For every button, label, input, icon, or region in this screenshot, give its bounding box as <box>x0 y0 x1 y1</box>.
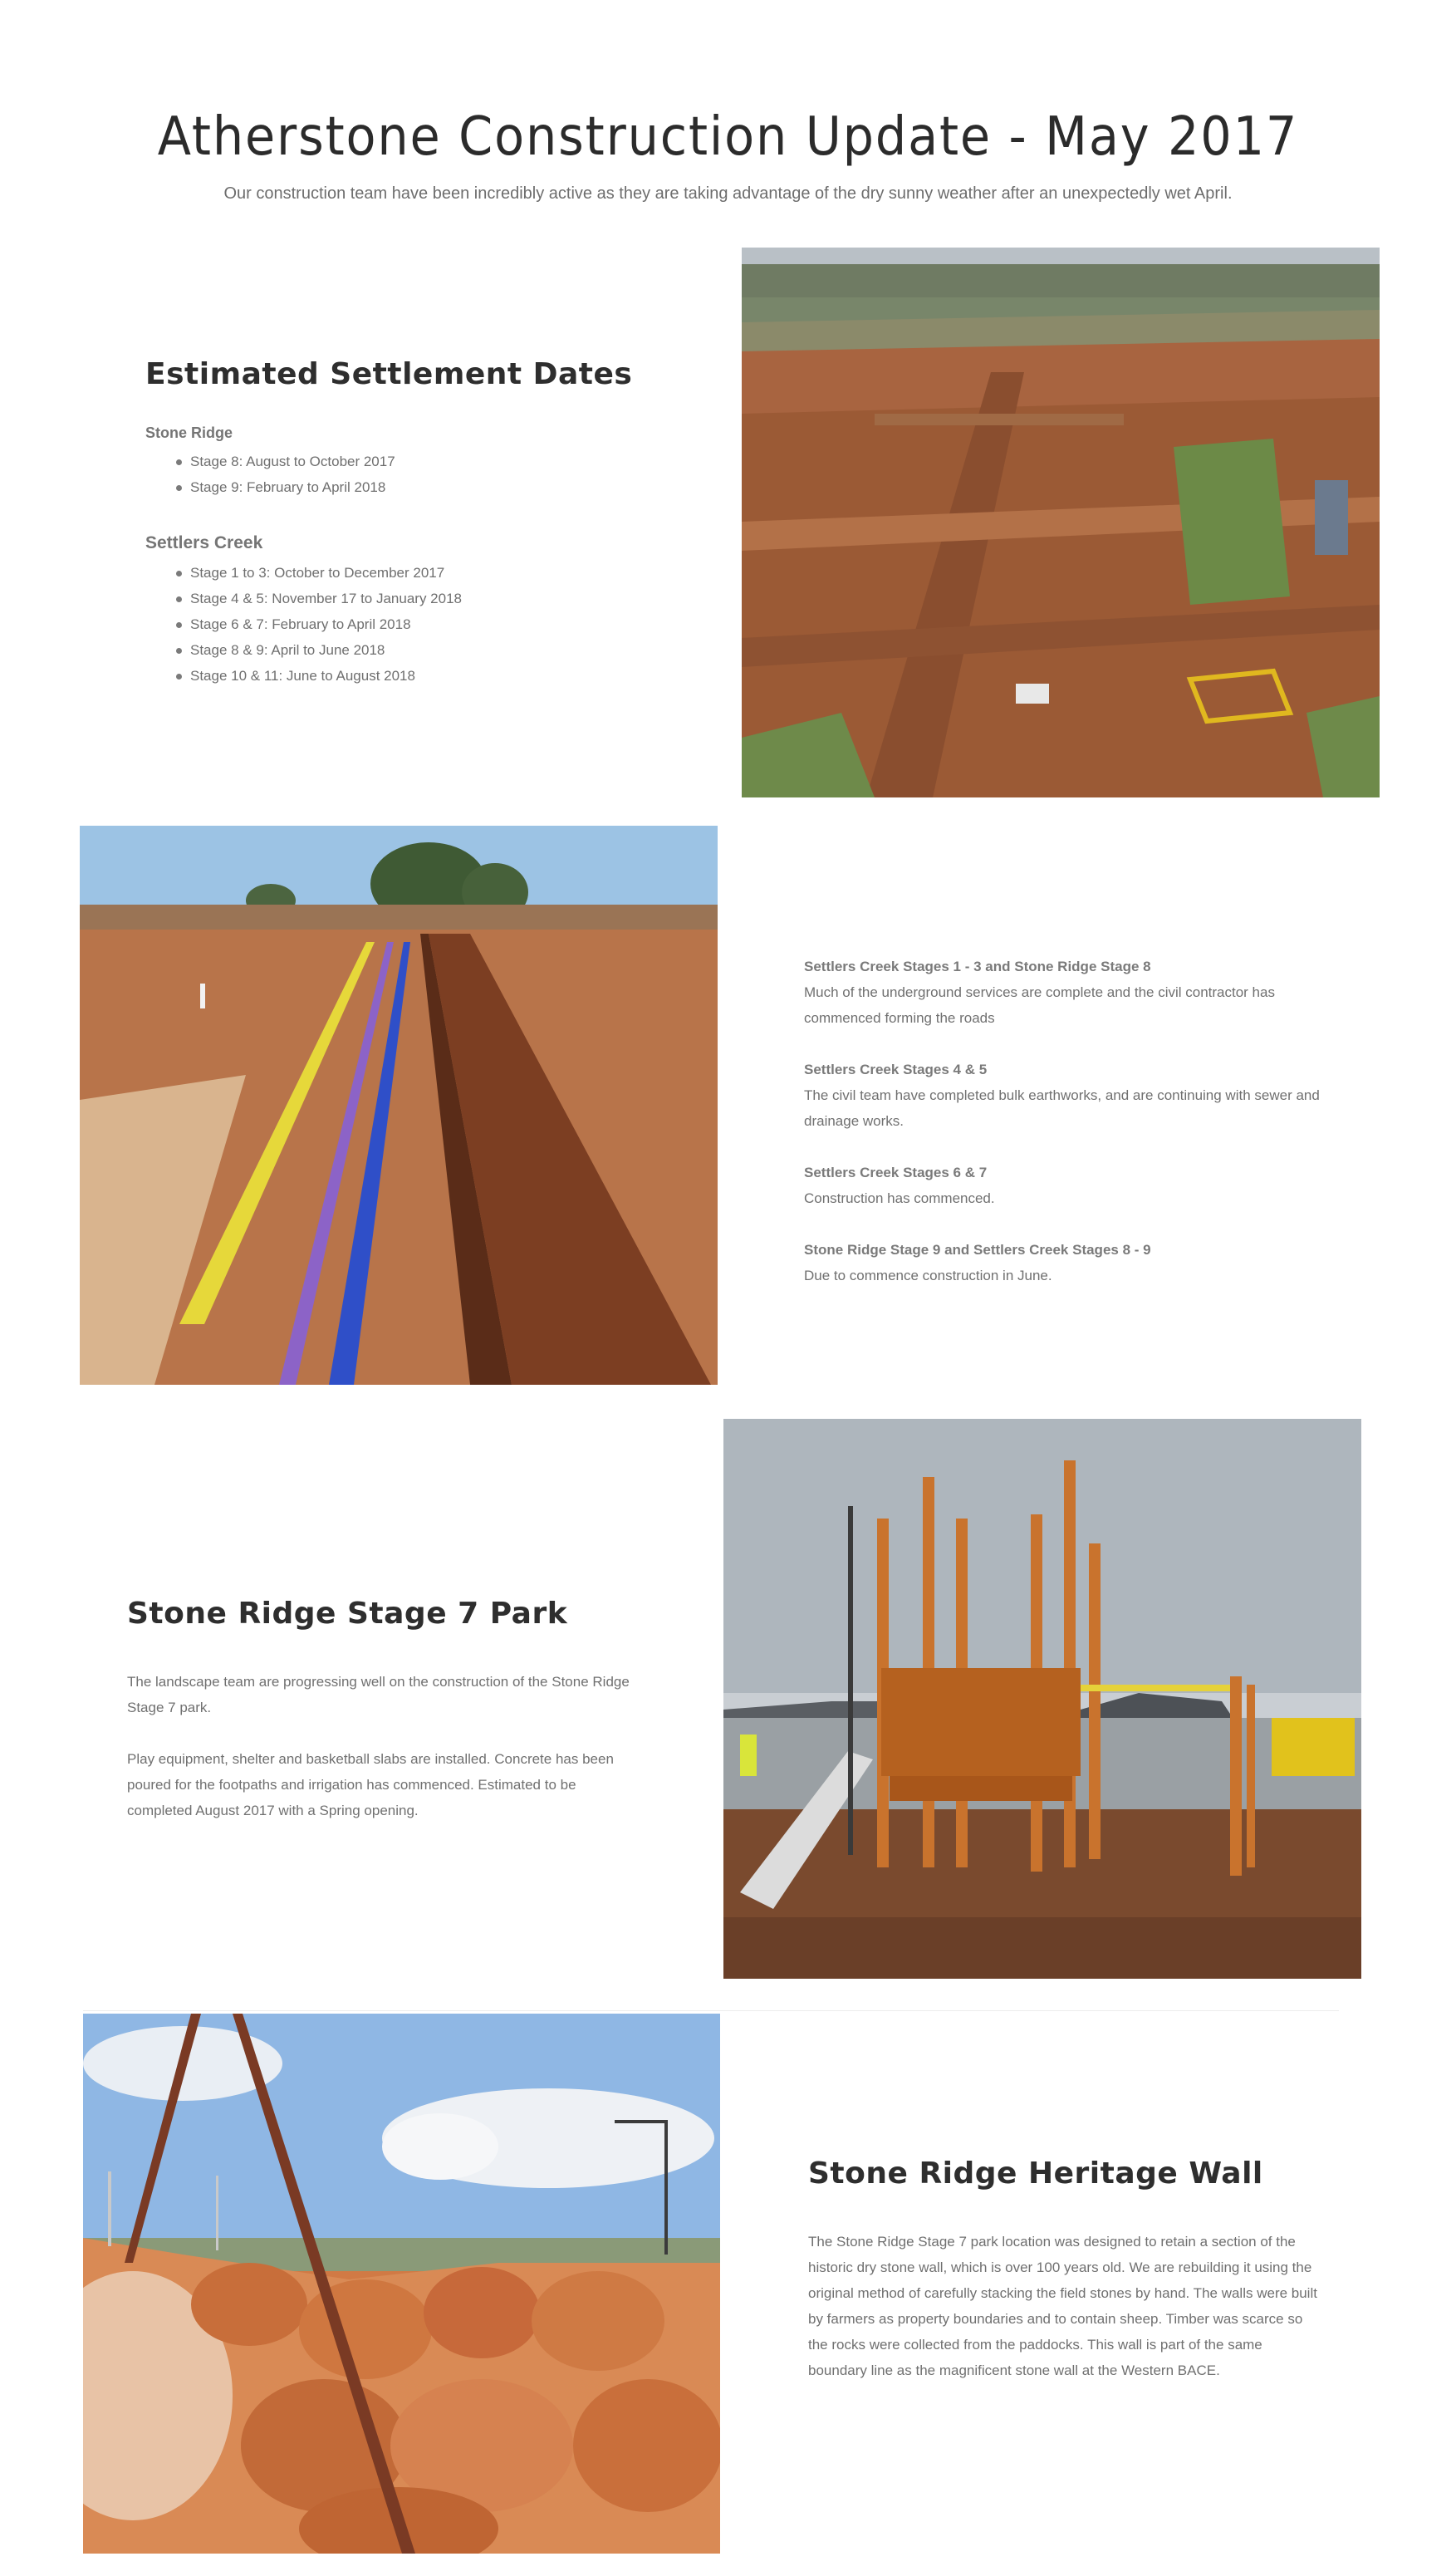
list-item: Stage 8: August to October 2017 <box>190 449 710 474</box>
update-body: Much of the underground services are complete and the civil contractor has commenced forming the roads <box>804 984 1275 1026</box>
update-item <box>804 1237 1336 1288</box>
update-item <box>804 1057 1336 1134</box>
park-section <box>127 1597 642 1823</box>
group-label: Stone Ridge <box>145 424 233 441</box>
list-item: Stage 10 & 11: June to August 2018 <box>190 663 710 689</box>
update-item <box>804 954 1336 1031</box>
park-heading: Stone Ridge Stage 7 Park <box>127 1597 568 1631</box>
list-item: Stage 8 & 9: April to June 2018 <box>190 637 710 663</box>
stage-list <box>145 560 710 689</box>
update-item <box>804 1160 1336 1211</box>
heritage-wall-section <box>808 2156 1323 2383</box>
list-item: Stage 9: February to April 2018 <box>190 474 710 500</box>
section-divider <box>83 2010 1339 2011</box>
update-title: Settlers Creek Stages 6 & 7 <box>804 1165 988 1180</box>
page-subtitle: Our construction team have been incredibly active as they are taking advantage of the dry sunny weather after an unexpectedly wet April. <box>223 184 1233 203</box>
settlement-group-settlers-creek <box>145 533 710 689</box>
update-title: Stone Ridge Stage 9 and Settlers Creek Stages 8 - 9 <box>804 1242 1151 1258</box>
stage-updates-section <box>804 954 1336 1314</box>
park-paragraph: The landscape team are progressing well on the construction of the Stone Ridge Stage 7 park. <box>127 1674 630 1715</box>
update-body: Construction has commenced. <box>804 1190 995 1206</box>
update-title: Settlers Creek Stages 4 & 5 <box>804 1062 988 1077</box>
settlement-heading: Estimated Settlement Dates <box>145 357 633 391</box>
stage-list <box>145 449 710 500</box>
page-title: Atherstone Construction Update - May 2017 <box>157 106 1299 168</box>
list-item: Stage 1 to 3: October to December 2017 <box>190 560 710 586</box>
group-label: Settlers Creek <box>145 533 263 552</box>
update-title: Settlers Creek Stages 1 - 3 and Stone Ridge Stage 8 <box>804 959 1151 974</box>
settlement-section <box>145 357 710 689</box>
stone-wall-photo <box>83 2014 720 2554</box>
list-item: Stage 4 & 5: November 17 to January 2018 <box>190 586 710 611</box>
wall-heading: Stone Ridge Heritage Wall <box>808 2156 1263 2191</box>
list-item: Stage 6 & 7: February to April 2018 <box>190 611 710 637</box>
update-body: Due to commence construction in June. <box>804 1268 1052 1283</box>
trench-conduit-photo <box>80 826 718 1385</box>
playground-photo <box>723 1419 1361 1979</box>
update-body: The civil team have completed bulk earthworks, and are continuing with sewer and drainage works. <box>804 1087 1320 1129</box>
park-paragraph: Play equipment, shelter and basketball slabs are installed. Concrete has been poured for the footpaths and irrigation has commenced. Estimated to be completed August 2017 with a Spring opening. <box>127 1751 614 1818</box>
aerial-construction-photo <box>742 248 1380 797</box>
wall-paragraph: The Stone Ridge Stage 7 park location was designed to retain a section of the historic dry stone wall, which is over 100 years old. We are rebuilding it using the original method of carefully stacking the field stones by hand. The walls were built by farmers as property boundaries and to contain sheep. Timber was scarce so the rocks were collected from the paddocks. This wall is part of the same boundary line as the magnificent stone wall at the Western BACE. <box>808 2234 1317 2378</box>
settlement-group-stone-ridge <box>145 424 710 500</box>
